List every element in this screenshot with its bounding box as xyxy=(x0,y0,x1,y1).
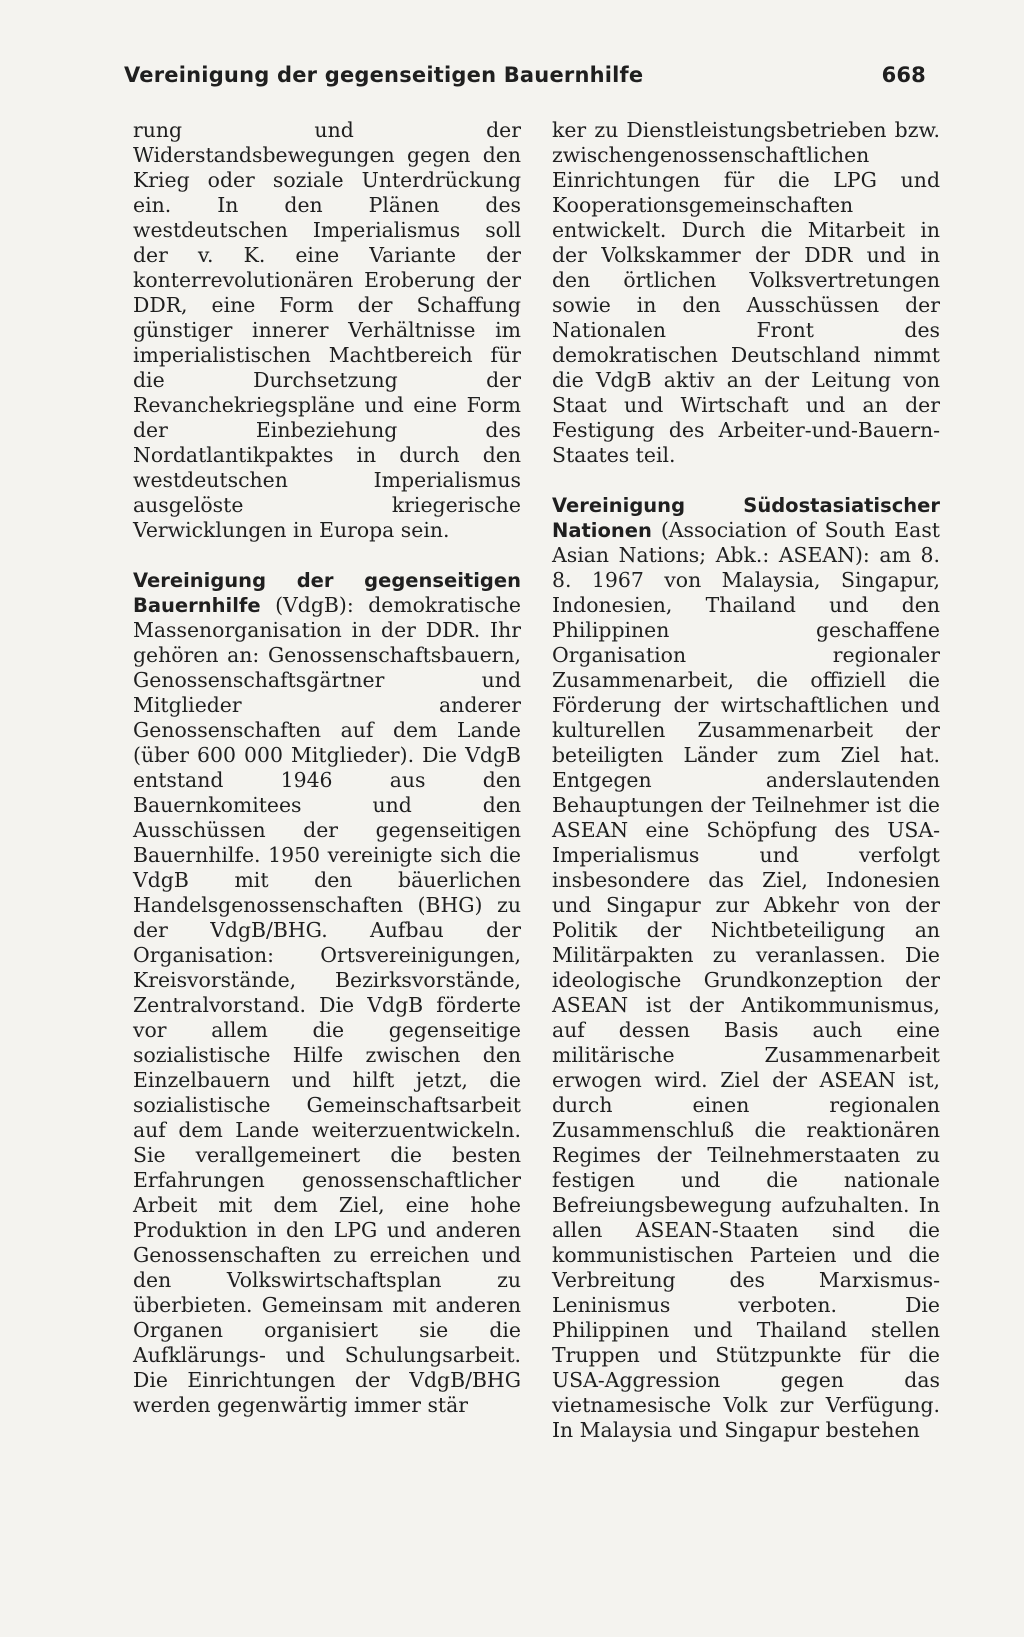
right-column xyxy=(552,118,940,1443)
entry-headword: Vereinigung der gegenseitigen Bauernhilfe xyxy=(133,569,521,617)
entry-body: (VdgB): demokratische Massenorganisation in der DDR. Ihr gehören an: Genossenschaftsbauern, Genossenschaftsgärtner und Mitglieder anderer Genossenschaften auf dem Lande (über 600 000 Mitglieder). Die VdgB entstand 1946 aus den Bauernkomitees und den Ausschüssen der gegenseitigen Bauernhilfe. 1950 vereinigte sich die VdgB mit den bäuerlichen Handelsgenossenschaften (BHG) zu der VdgB/BHG. Aufbau der Organisation: Ortsvereinigungen, Kreisvorstände, Bezirksvorstände, Zentralvorstand. Die VdgB förderte vor allem die gegenseitige sozialistische Hilfe zwischen den Einzelbauern und hilft jetzt, die sozialistische Gemeinschaftsarbeit auf dem Lande weiterzuentwickeln. Sie verallgemeinert die besten Erfahrungen genossenschaftlicher Arbeit mit dem Ziel, eine hohe Produktion in den LPG und anderen Genossenschaften zu erreichen und den Volkswirtschaftsplan zu überbieten. Gemeinsam mit anderen Organen organisiert sie die Aufklärungs- und Schulungsarbeit. Die Einrichtungen der VdgB/BHG werden gegenwärtig immer stär xyxy=(133,593,521,1417)
running-header xyxy=(124,63,926,93)
dictionary-entry xyxy=(133,568,521,1418)
entry-headword: Vereinigung Südostasiatischer Nationen xyxy=(552,494,940,542)
left-column xyxy=(133,118,521,1418)
continuation-paragraph: ker zu Dienstleistungsbetrieben bzw. zwischengenossenschaftlichen Einrichtungen für die LPG und Kooperationsgemeinschaften entwickelt. Durch die Mitarbeit in der Volkskammer der DDR und in den örtlichen Volksvertretungen sowie in den Ausschüssen der Nationalen Front des demokratischen Deutschland nimmt die VdgB aktiv an der Leitung von Staat und Wirtschaft und an der Festigung des Arbeiter-und-Bauern-Staates teil. xyxy=(552,118,940,467)
page-number: 668 xyxy=(881,63,926,87)
running-header-title: Vereinigung der gegenseitigen Bauernhilfe xyxy=(124,63,644,87)
dictionary-entry xyxy=(552,493,940,1443)
entry-body: (Association of South East Asian Nations; Abk.: ASEAN): am 8. 8. 1967 von Malaysia, Singapur, Indonesien, Thailand und den Philippinen geschaffene Organisation regionaler Zusammenarbeit, die offiziell die Förderung der wirtschaftlichen und kulturellen Zusammenarbeit der beteiligten Länder zum Ziel hat. Entgegen anderslautenden Behauptungen der Teilnehmer ist die ASEAN eine Schöpfung des USA-Imperialismus und verfolgt insbesondere das Ziel, Indonesien und Singapur zur Abkehr von der Politik der Nichtbeteiligung an Militärpakten zu veranlassen. Die ideologische Grundkonzeption der ASEAN ist der Antikommunismus, auf dessen Basis auch eine militärische Zusammenarbeit erwogen wird. Ziel der ASEAN ist, durch einen regionalen Zusammenschluß die reaktionären Regimes der Teilnehmerstaaten zu festigen und die nationale Befreiungsbewegung aufzuhalten. In allen ASEAN-Staaten sind die kommunistischen Parteien und die Verbreitung des Marxismus-Leninismus verboten. Die Philippinen und Thailand stellen Truppen und Stützpunkte für die USA-Aggression gegen das vietnamesische Volk zur Verfügung. In Malaysia und Singapur bestehen xyxy=(552,518,940,1442)
continuation-paragraph: rung und der Widerstandsbewegungen gegen den Krieg oder soziale Unterdrückung ein. In den Plänen des westdeutschen Imperialismus soll der v. K. eine Variante der konterrevolutionären Eroberung der DDR, eine Form der Schaffung günstiger innerer Verhältnisse im imperialistischen Machtbereich für die Durchsetzung der Revanchekriegspläne und eine Form der Einbeziehung des Nordatlantikpaktes in durch den westdeutschen Imperialismus ausgelöste kriegerische Verwicklungen in Europa sein. xyxy=(133,118,521,542)
